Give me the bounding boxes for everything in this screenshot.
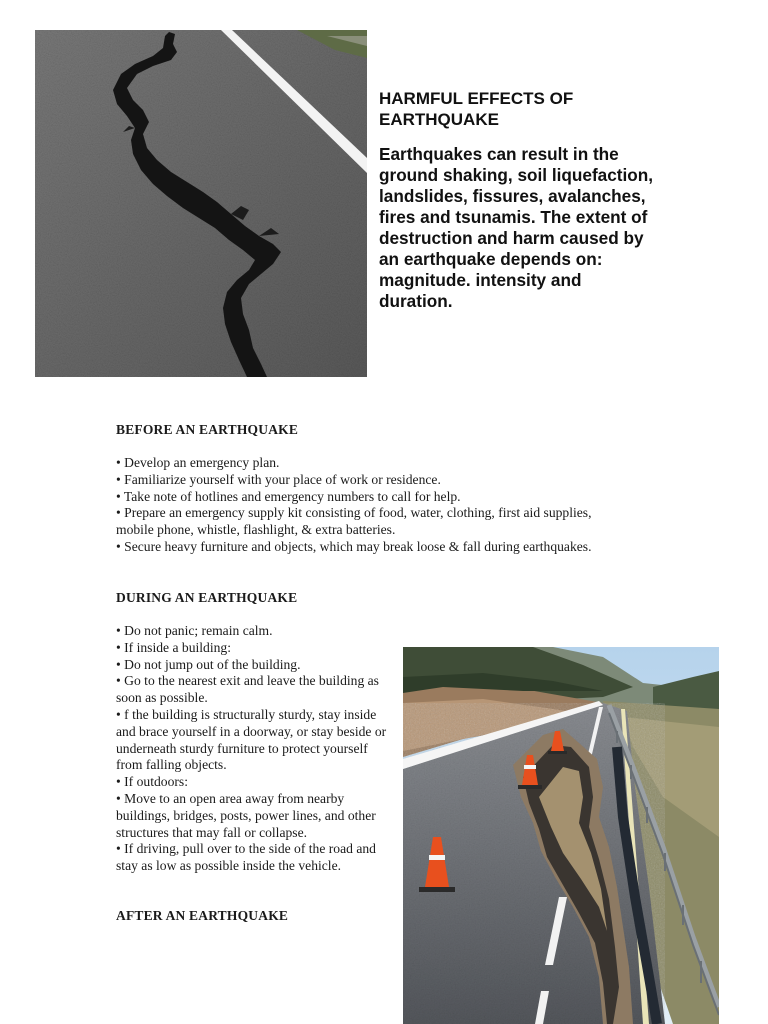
list-item: • Go to the nearest exit and leave the building as soon as possible. (116, 673, 379, 706)
list-item: • If driving, pull over to the side of the road and stay as low as possible inside the vehicle. (116, 841, 376, 874)
before-earthquake-list (116, 455, 616, 556)
list-item: • Secure heavy furniture and objects, which may break loose & fall during earthquakes. (116, 538, 592, 554)
list-item: • Develop an emergency plan. (116, 455, 280, 470)
list-item: • If outdoors: (116, 774, 188, 790)
during-earthquake-list (116, 623, 396, 875)
list-item: • If inside a building: (116, 639, 232, 655)
headline-text: Earthquakes can result in the ground shaking, soil liquefaction, landslides, fissures, avalanches, fires and tsunamis. The extent of destruction and harm caused by an earthquake depends on: magnitude. intensity and duration. (379, 144, 654, 311)
list-item: • Do not jump out of the building. (116, 656, 301, 672)
list-item: • f the building is structurally sturdy, stay inside and brace yourself in a doorway, or stay beside or underneath sturdy furniture to protect yourself from falling objects. (116, 706, 387, 773)
before-earthquake-heading: BEFORE AN EARTHQUAKE (116, 422, 299, 437)
list-item: • Move to an open area away from nearby buildings, bridges, posts, power lines, and other structures that may fall or collapse. (116, 790, 376, 840)
list-item: • Do not panic; remain calm. (116, 623, 273, 638)
headline-box (379, 88, 659, 312)
road-crack-photo (35, 30, 367, 377)
list-item: • Prepare an emergency supply kit consisting of food, water, clothing, first aid supplies, mobile phone, whistle, flashlight, & extra batteries. (116, 505, 592, 538)
after-earthquake-heading: AFTER AN EARTHQUAKE (116, 908, 289, 923)
headline-title: HARMFUL EFFECTS OF EARTHQUAKE (379, 89, 574, 129)
list-item: • Familiarize yourself with your place of work or residence. (116, 471, 441, 487)
list-item: • Take note of hotlines and emergency numbers to call for help. (116, 488, 461, 504)
during-earthquake-heading: DURING AN EARTHQUAKE (116, 590, 298, 605)
damaged-highway-photo (403, 647, 719, 1024)
